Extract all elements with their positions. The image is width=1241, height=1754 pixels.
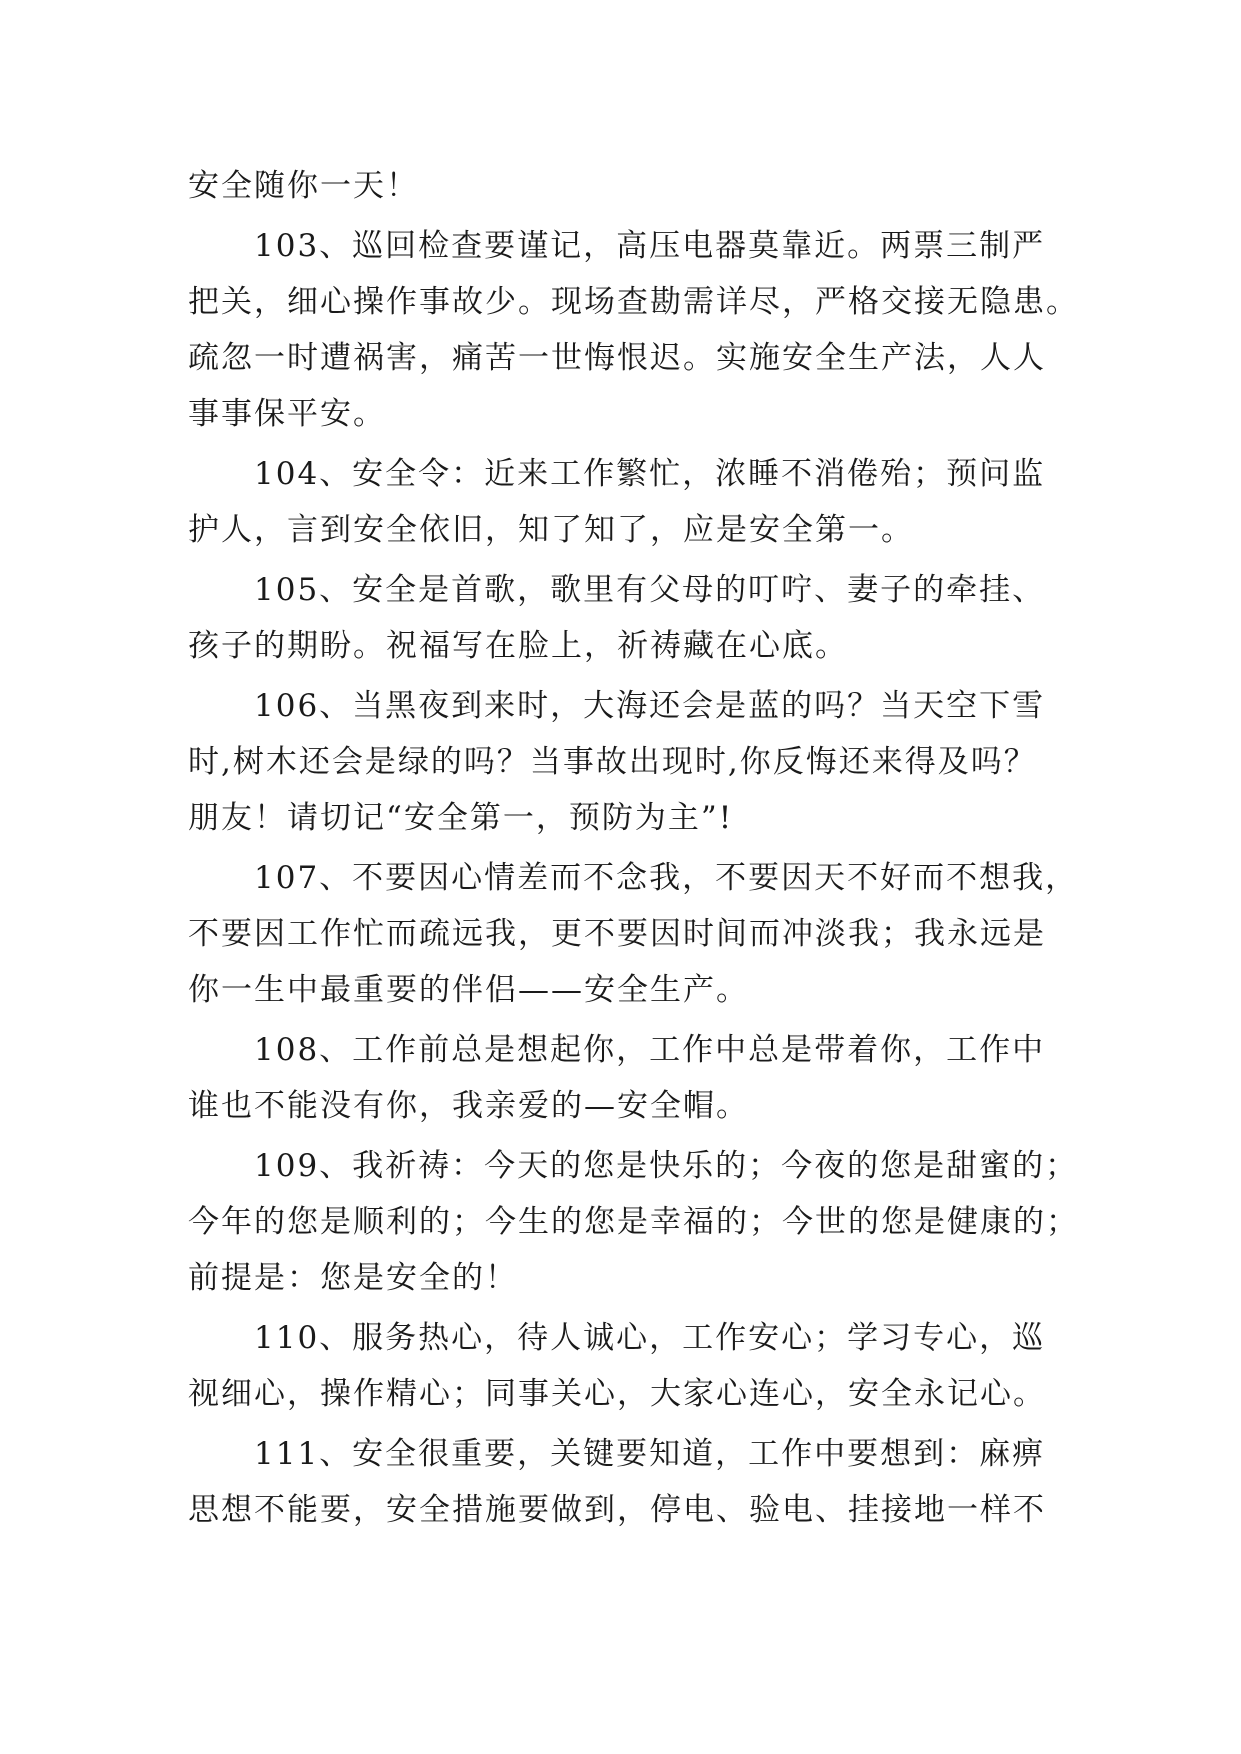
text-line: 把关，细心操作事故少。现场查勘需详尽，严格交接无隐患。 (188, 284, 1079, 320)
text-line: 不要因工作忙而疏远我，更不要因时间而冲淡我；我永远是 (188, 916, 1046, 952)
text-line: 安全随你一天！ (188, 168, 419, 204)
text-line: 事事保平安。 (188, 396, 386, 432)
text-line: 朋友！请切记“安全第一，预防为主”! (188, 800, 734, 836)
text-line: 前提是：您是安全的！ (188, 1260, 518, 1296)
item-109-first-line: 109、我祈祷：今天的您是快乐的；今夜的您是甜蜜的； (254, 1148, 1079, 1184)
text-line: 视细心，操作精心；同事关心，大家心连心，安全永记心。 (188, 1376, 1046, 1412)
text-line: 时,树木还会是绿的吗？当事故出现时,你反悔还来得及吗？ (188, 744, 1037, 780)
text-line: 你一生中最重要的伴侣——安全生产。 (188, 972, 749, 1008)
item-103-first-line: 103、巡回检查要谨记，高压电器莫靠近。两票三制严 (254, 228, 1046, 264)
item-104-first-line: 104、安全令：近来工作繁忙，浓睡不消倦殆；预问监 (254, 456, 1046, 492)
text-line: 孩子的期盼。祝福写在脸上，祈祷藏在心底。 (188, 628, 848, 664)
item-108-first-line: 108、工作前总是想起你，工作中总是带着你，工作中 (254, 1032, 1046, 1068)
item-106-first-line: 106、当黑夜到来时，大海还会是蓝的吗？当天空下雪 (254, 688, 1046, 724)
item-110-first-line: 110、服务热心，待人诚心，工作安心；学习专心，巡 (254, 1320, 1046, 1356)
text-line: 护人，言到安全依旧，知了知了，应是安全第一。 (188, 512, 914, 548)
text-line: 今年的您是顺利的；今生的您是幸福的；今世的您是健康的； (188, 1204, 1079, 1240)
item-111-first-line: 111、安全很重要，关键要知道，工作中要想到：麻痹 (254, 1436, 1046, 1472)
item-107-first-line: 107、不要因心情差而不念我，不要因天不好而不想我， (254, 860, 1079, 896)
text-line: 思想不能要，安全措施要做到，停电、验电、挂接地一样不 (188, 1492, 1046, 1528)
text-line: 谁也不能没有你，我亲爱的—安全帽。 (188, 1088, 749, 1124)
text-line: 疏忽一时遭祸害，痛苦一世悔恨迟。实施安全生产法，人人 (188, 340, 1046, 376)
item-105-first-line: 105、安全是首歌，歌里有父母的叮咛、妻子的牵挂、 (254, 572, 1046, 608)
